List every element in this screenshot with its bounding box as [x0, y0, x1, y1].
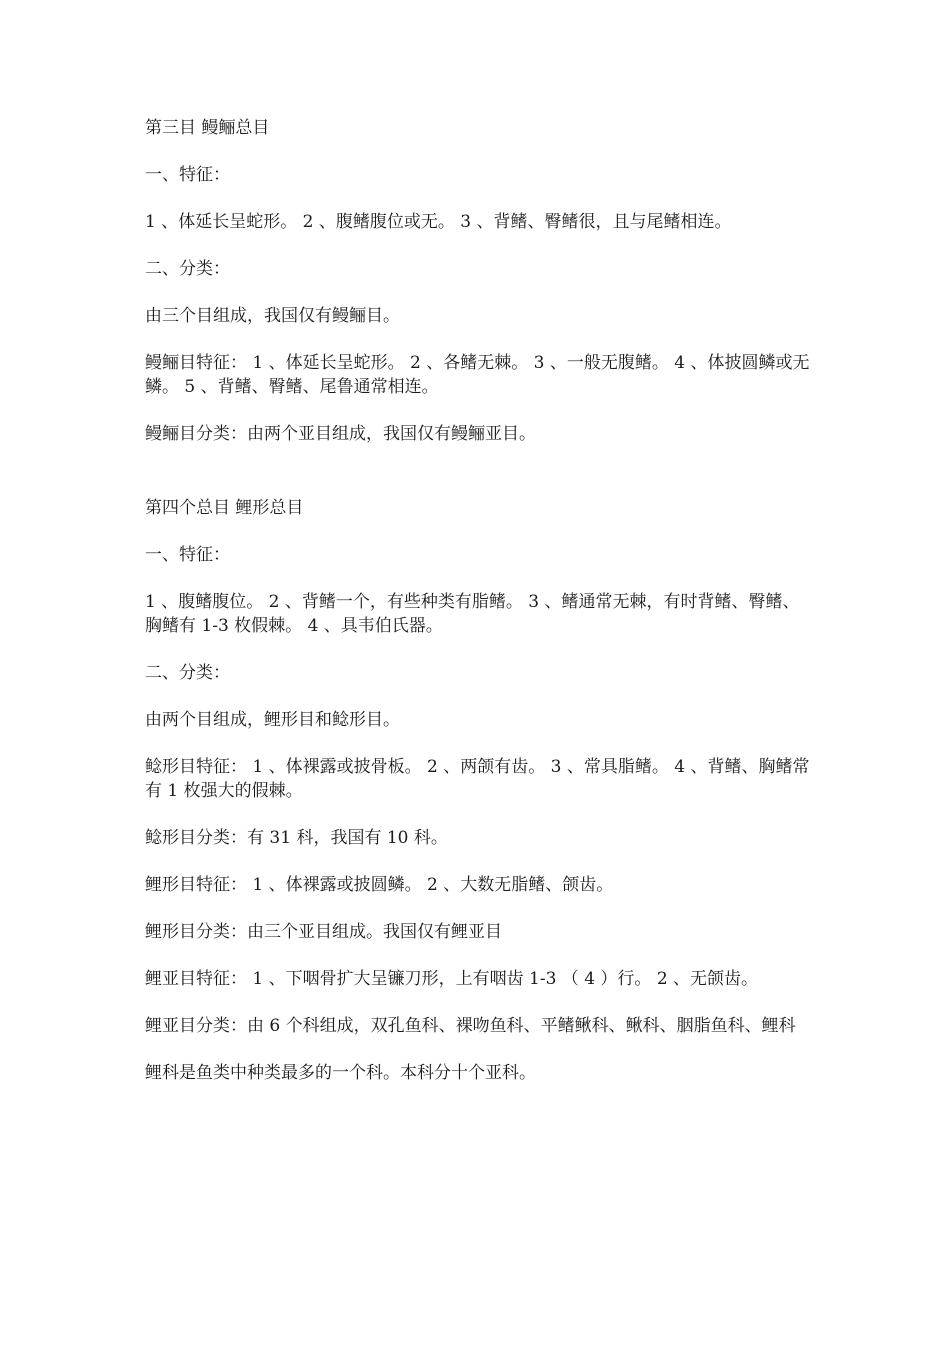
order-classification: 鳗鲡目分类：由两个亚目组成，我国仅有鳗鲡亚目。 [145, 424, 536, 444]
document-body [145, 116, 811, 1108]
order-features: 鳗鲡目特征： 1 、体延长呈蛇形。 2 、各鳍无棘。 3 、一般无腹鳍。 4 、体披圆鳞或无鳞。 5 、背鳍、臀鳍、尾鲁通常相连。 [145, 353, 810, 397]
classification-heading: 二、分类： [145, 259, 230, 279]
cyprinoidei-features: 鲤亚目特征： 1 、下咽骨扩大呈镰刀形，上有咽齿 1-3 （ 4 ）行。 2 、无颌齿。 [145, 969, 759, 989]
classification-text: 由三个目组成，我国仅有鳗鲡目。 [145, 306, 400, 326]
cyprinoidei-classification: 鲤亚目分类：由 6 个科组成，双孔鱼科、裸吻鱼科、平鳍鳅科、鳅科、胭脂鱼科、鲤科 [145, 1016, 796, 1036]
features-text: 1 、腹鳍腹位。 2 、背鳍一个，有些种类有脂鳍。 3 、鳍通常无棘，有时背鳍、臀鳍、胸鳍有 1-3 枚假棘。 4 、具韦伯氏器。 [145, 592, 800, 636]
section-title: 第四个总目 鲤形总目 [145, 498, 304, 518]
section-title: 第三目 鳗鲡总目 [145, 118, 270, 138]
cypriniformes-features: 鲤形目特征： 1 、体裸露或披圆鳞。 2 、大数无脂鳍、颌齿。 [145, 875, 614, 895]
features-heading: 一、特征： [145, 545, 230, 565]
classification-text: 由两个目组成，鲤形目和鲶形目。 [145, 710, 400, 730]
cypriniformes-classification: 鲤形目分类：由三个亚目组成。我国仅有鲤亚目 [145, 922, 502, 942]
siluriformes-classification: 鲶形目分类：有 31 科，我国有 10 科。 [145, 828, 448, 848]
features-text: 1 、体延长呈蛇形。 2 、腹鳍腹位或无。 3 、背鳍、臀鳍很，且与尾鳍相连。 [145, 212, 732, 232]
features-heading: 一、特征： [145, 165, 230, 185]
cyprinidae-note: 鲤科是鱼类中种类最多的一个科。本科分十个亚科。 [145, 1063, 536, 1083]
siluriformes-features: 鲶形目特征： 1 、体裸露或披骨板。 2 、两颌有齿。 3 、常具脂鳍。 4 、背鳍、胸鳍常有 1 枚强大的假棘。 [145, 757, 810, 801]
classification-heading: 二、分类： [145, 663, 230, 683]
